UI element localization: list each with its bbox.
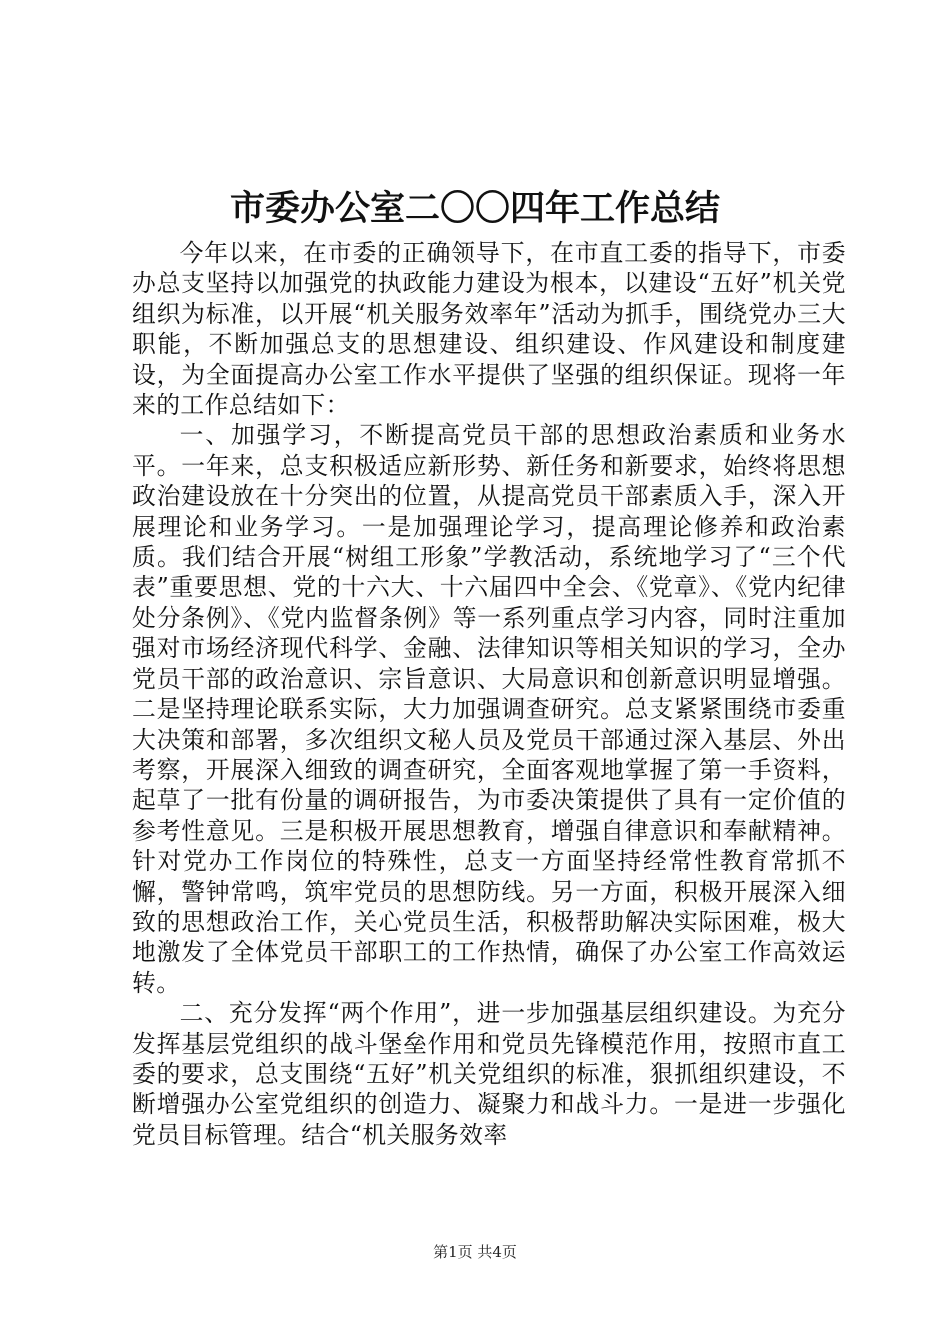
paragraph-section-one: 一、加强学习，不断提高党员干部的思想政治素质和业务水平。一年来，总支积极适应新形势、新任务和新要求，始终将思想政治建设放在十分突出的位置，从提高党员干部素质入手，深入开展理论和业务学习。一是加强理论学习，提高理论修养和政治素质。我们结合开展“树组工形象”学教活动，系统地学习了“三个代表”重要思想、党的十六大、十六届四中全会、《党章》、《党内纪律处分条例》、《党内监督条例》等一系列重点学习内容，同时注重加强对市场经济现代科学、金融、法律知识等相关知识的学习，全办党员干部的政治意识、宗旨意识、大局意识和创新意识明显增强。二是坚持理论联系实际，大力加强调查研究。总支紧紧围绕市委重大决策和部署，多次组织文秘人员及党员干部通过深入基层、外出考察，开展深入细致的调查研究，全面客观地掌握了第一手资料，起草了一批有份量的调研报告，为市委决策提供了具有一定价值的参考性意见。三是积极开展思想教育，增强自律意识和奉献精神。针对党办工作岗位的特殊性，总支一方面坚持经常性教育常抓不懈，警钟常鸣，筑牢党员的思想防线。另一方面，积极开展深入细致的思想政治工作，关心党员生活，积极帮助解决实际困难，极大地激发了全体党员干部职工的工作热情，确保了办公室工作高效运转。	[132, 421, 846, 997]
paragraph-intro: 今年以来，在市委的正确领导下，在市直工委的指导下，市委办总支坚持以加强党的执政能力建设为根本，以建设“五好”机关党组织为标准，以开展“机关服务效率年”活动为抓手，围绕党办三大职能，不断加强总支的思想建设、组织建设、作风建设和制度建设，为全面提高办公室工作水平提供了坚强的组织保证。现将一年来的工作总结如下：	[132, 239, 846, 420]
document-title: 市委办公室二〇〇四年工作总结	[229, 189, 720, 229]
paragraph-section-two: 二、充分发挥“两个作用”，进一步加强基层组织建设。为充分发挥基层党组织的战斗堡垒作用和党员先锋模范作用，按照市直工委的要求，总支围绕“五好”机关党组织的标准，狠抓组织建设，不断增强办公室党组织的创造力、凝聚力和战斗力。一是进一步强化党员目标管理。结合“机关服务效率	[132, 999, 846, 1149]
page-number-footer: 第1页 共4页	[433, 1243, 517, 1261]
document-body	[132, 238, 846, 1150]
